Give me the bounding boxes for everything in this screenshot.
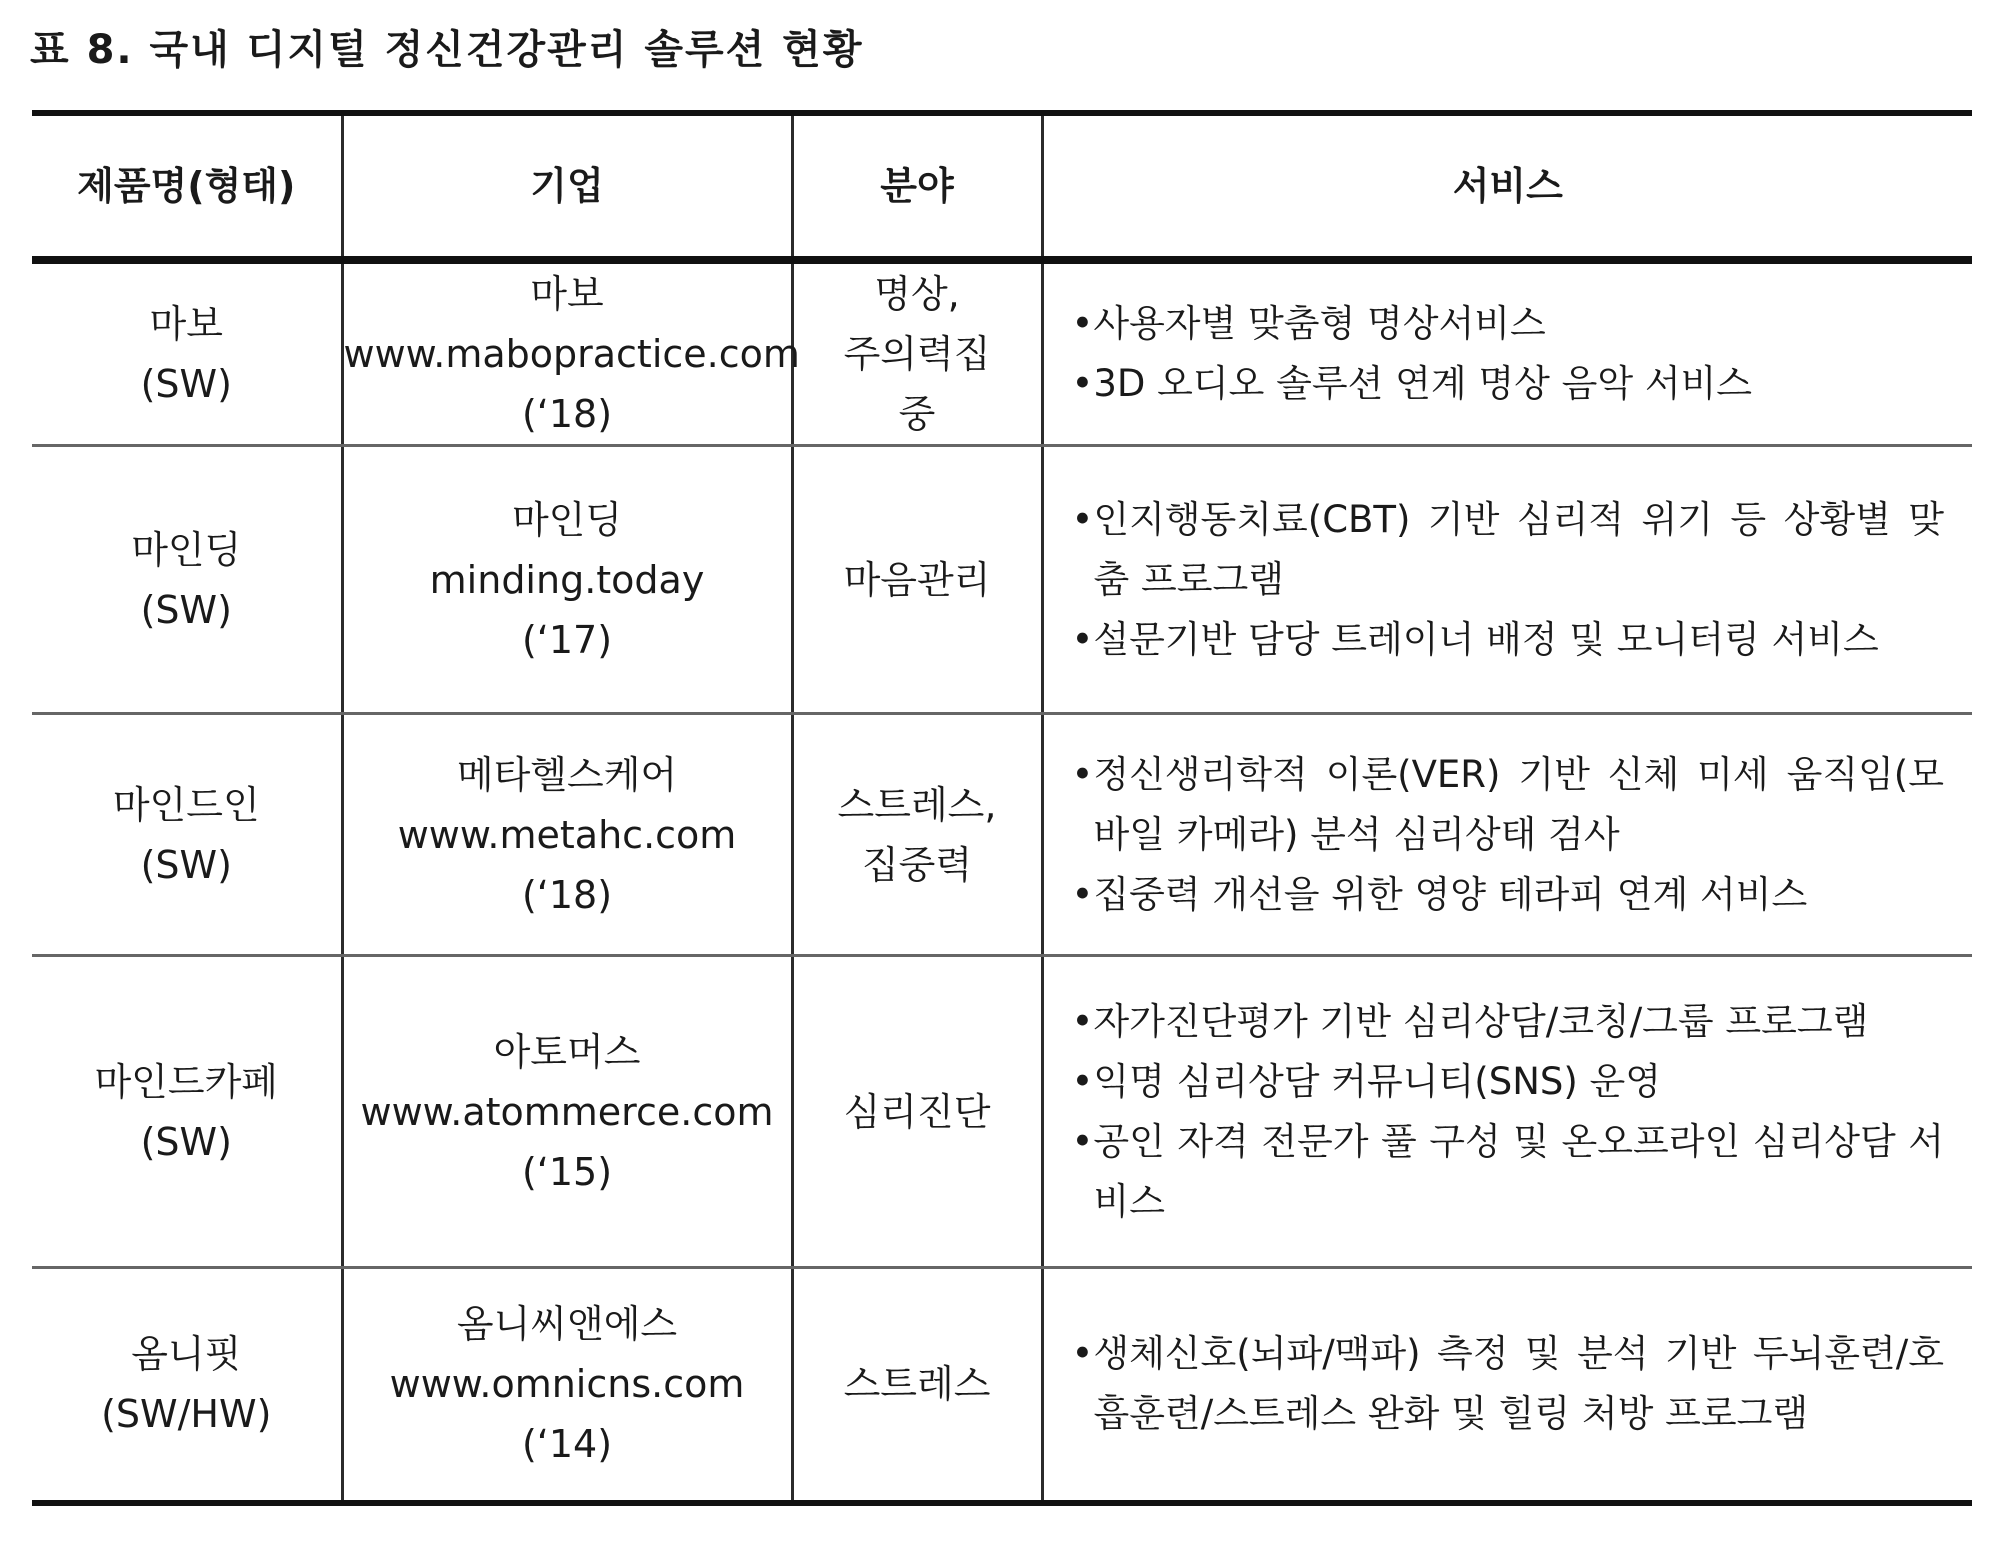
field-cell (792, 446, 1042, 714)
service-cell (1042, 1268, 1972, 1503)
service-item: •자가진단평가 기반 심리상담/코칭/그룹 프로그램 (1071, 999, 1869, 1043)
product-cell (32, 446, 342, 714)
company-year: (‘18) (521, 872, 613, 917)
company-year: (‘18) (521, 392, 613, 436)
company-name: 아토머스 (493, 1029, 641, 1074)
service-cell (1042, 714, 1972, 956)
table-row (32, 956, 1972, 1268)
product-type: (SW) (140, 842, 232, 887)
field-text: 스트레스 (843, 1362, 991, 1407)
company-url: minding.today (429, 557, 705, 602)
company-year: (‘17) (521, 617, 613, 662)
product-name: 마보 (149, 302, 223, 346)
table-row (32, 260, 1972, 446)
field-cell (792, 260, 1042, 446)
service-item: •인지행동치료(CBT) 기반 심리적 위기 등 상황별 맞춤 프로그램 (1071, 497, 1944, 601)
field-text: 명상, (874, 272, 960, 316)
table-row (32, 1268, 1972, 1503)
field-cell (792, 714, 1042, 956)
product-type: (SW) (140, 362, 232, 406)
company-url: www.atommerce.com (360, 1089, 774, 1134)
service-cell (1042, 446, 1972, 714)
service-item: •공인 자격 전문가 풀 구성 및 온오프라인 심리상담 서비스 (1071, 1119, 1944, 1223)
product-type: (SW/HW) (101, 1392, 272, 1437)
company-name: 옴니씨앤에스 (456, 1302, 678, 1347)
table-row (32, 714, 1972, 956)
service-cell (1042, 956, 1972, 1268)
field-text: 스트레스, (837, 782, 997, 827)
header-service: 서비스 (1042, 113, 1972, 260)
company-cell (342, 446, 792, 714)
product-name: 마인드카페 (94, 1059, 279, 1104)
header-company: 기업 (342, 113, 792, 260)
service-item: •사용자별 맞춤형 명상서비스 (1071, 302, 1546, 345)
service-item: •3D 오디오 솔루션 연계 명상 음악 서비스 (1071, 362, 1753, 405)
company-name: 마인딩 (511, 497, 623, 542)
product-cell (32, 714, 342, 956)
service-item: •익명 심리상담 커뮤니티(SNS) 운영 (1071, 1059, 1662, 1103)
field-text: 집중력 (861, 842, 973, 887)
field-text: 마음관리 (843, 557, 991, 602)
company-cell (342, 956, 792, 1268)
company-name: 메타헬스케어 (456, 752, 678, 797)
table-caption: 표 8. 국내 디지털 정신건강관리 솔루션 현황 (30, 27, 864, 73)
product-cell (32, 1268, 342, 1503)
product-name: 마인드인 (112, 782, 260, 827)
product-name: 옴니핏 (131, 1332, 242, 1377)
service-item: •집중력 개선을 위한 영양 테라피 연계 서비스 (1071, 872, 1808, 916)
table-header-row (32, 113, 1972, 260)
service-item: •생체신호(뇌파/맥파) 측정 및 분석 기반 두뇌훈련/호흡훈련/스트레스 완화 및 힐링 처방 프로그램 (1071, 1332, 1944, 1436)
solutions-table (32, 110, 1972, 1506)
field-text: 심리진단 (843, 1089, 991, 1134)
service-cell (1042, 260, 1972, 446)
company-name: 마보 (530, 272, 604, 316)
field-text: 주의력집 (843, 332, 991, 376)
product-cell (32, 956, 342, 1268)
service-item: •정신생리학적 이론(VER) 기반 신체 미세 움직임(모바일 카메라) 분석 심리상태 검사 (1071, 752, 1944, 856)
company-url: www.mabopractice.com (343, 332, 800, 376)
company-cell (342, 1268, 792, 1503)
table-row (32, 446, 1972, 714)
header-product: 제품명(형태) (32, 113, 342, 260)
company-url: www.omnicns.com (389, 1362, 745, 1407)
company-year: (‘15) (521, 1149, 613, 1194)
company-cell (342, 714, 792, 956)
company-cell (342, 260, 800, 446)
company-url: www.metahc.com (397, 812, 737, 857)
header-field: 분야 (792, 113, 1042, 260)
product-type: (SW) (140, 587, 232, 632)
field-cell (792, 956, 1042, 1268)
field-cell (792, 1268, 1042, 1503)
field-text: 중 (898, 392, 936, 436)
product-name: 마인딩 (131, 527, 242, 572)
product-cell (32, 260, 342, 446)
company-year: (‘14) (521, 1422, 613, 1467)
product-type: (SW) (140, 1119, 232, 1164)
service-item: •설문기반 담당 트레이너 배정 및 모니터링 서비스 (1071, 617, 1879, 661)
